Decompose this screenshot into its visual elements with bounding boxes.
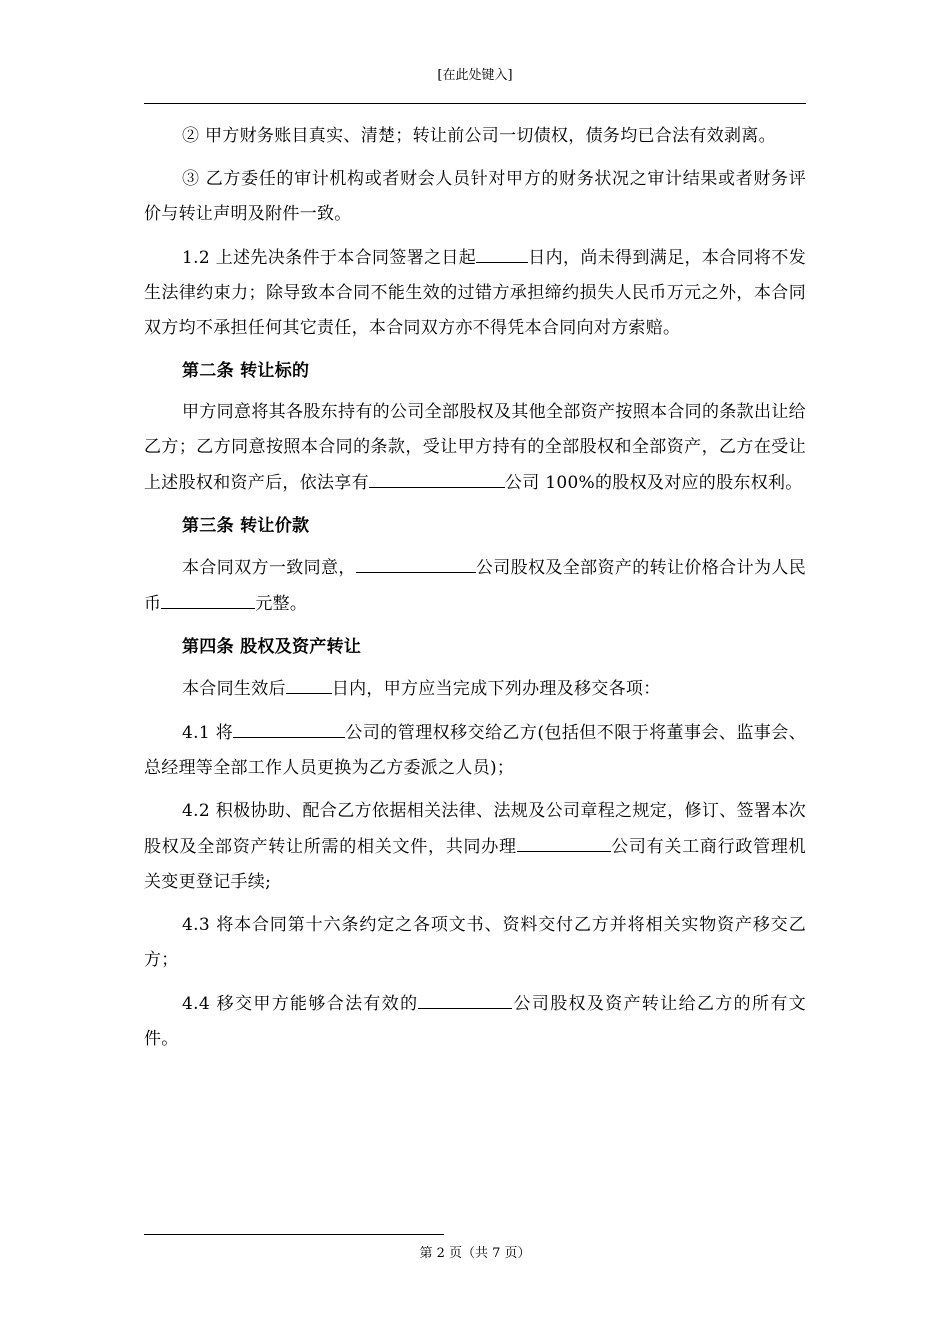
footer-divider — [144, 1234, 444, 1235]
company-name-blank — [517, 829, 611, 852]
paragraph-text: 甲方同意将其各股东持有的公司全部股权及其他全部资产按照本合同的条款出让给乙方；乙方同意按照本合同的条款，受让甲方持有的全部股权和全部资产，乙方在受让上述股权和资产后，依法享有 — [144, 402, 806, 493]
amount-blank — [161, 586, 255, 609]
paragraph-text: 公司有关工商行政管理机关变更登记手续; — [144, 837, 806, 892]
paragraph-text: 日内，甲方应当完成下列办理及移交各项： — [331, 679, 661, 699]
paragraph-text: 公司的管理权移交给乙方(包括但不限于将董事会、监事会、总经理等全部工作人员更换为乙方委派之人员)； — [144, 723, 806, 778]
days-blank — [476, 240, 528, 263]
document-body — [144, 119, 806, 1065]
paragraph-text: 公司股权及资产转让给乙方的所有文件。 — [144, 994, 806, 1049]
paragraph-audit-consistent — [144, 162, 806, 232]
paragraph-text: ② 甲方财务账目真实、清楚；转让前公司一切债权，债务均已合法有效剥离。 — [182, 126, 776, 146]
paragraph-transfer-subject — [144, 395, 806, 501]
paragraph-text: 4.1 将 — [182, 723, 234, 743]
page-header: [在此处键入] — [437, 68, 513, 83]
company-name-blank — [233, 715, 345, 738]
paragraph-clause-1-2 — [144, 240, 806, 346]
paragraph-text: 1.2 上述先决条件于本合同签署之日起 — [182, 248, 477, 268]
days-blank — [286, 671, 332, 694]
heading-article-4: 第四条 股权及资产转让 — [182, 637, 362, 657]
paragraph-clause-4-1 — [144, 715, 806, 786]
paragraph-text: 本合同双方一致同意， — [182, 558, 356, 578]
company-name-blank — [418, 986, 512, 1009]
paragraph-text: 公司 100%的股权及对应的股东权利。 — [504, 473, 803, 493]
company-name-blank — [356, 550, 476, 573]
header-divider — [144, 103, 806, 104]
paragraph-text: 日内，尚未得到满足，本合同将不发生法律约束力；除导致本合同不能生效的过错方承担缔约损失人民币万元之外，本合同双方均不承担任何其它责任，本合同双方亦不得凭本合同向对方索赔。 — [144, 248, 806, 338]
paragraph-text: 4.4 移交甲方能够合法有效的 — [182, 994, 419, 1014]
paragraph-clause-4-4 — [144, 986, 806, 1057]
paragraph-text: 本合同生效后 — [182, 679, 286, 699]
page-number: 第 2 页（共 7 页） — [419, 1246, 531, 1261]
paragraph-text: 元整。 — [255, 594, 308, 614]
paragraph-clause-4-2 — [144, 794, 806, 900]
company-name-blank — [369, 465, 505, 488]
paragraph-text: ③ 乙方委任的审计机构或者财会人员针对甲方的财务状况之审计结果或者财务评价与转让声明及附件一致。 — [144, 169, 806, 224]
paragraph-finance-clear — [144, 119, 806, 154]
paragraph-text: 4.2 积极协助、配合乙方依据相关法律、法规及公司章程之规定，修订、签署本次股权及全部资产转让所需的相关文件，共同办理 — [144, 801, 806, 857]
paragraph-text: 公司股权及全部资产的转让价格合计为人民币 — [144, 558, 807, 614]
paragraph-transfer-price — [144, 550, 806, 622]
paragraph-text: 4.3 将本合同第十六条约定之各项文书、资料交付乙方并将相关实物资产移交乙方； — [144, 915, 806, 970]
paragraph-handover-intro — [144, 671, 806, 707]
heading-article-3: 第三条 转让价款 — [182, 516, 310, 536]
paragraph-clause-4-3 — [144, 908, 806, 978]
heading-article-2: 第二条 转让标的 — [182, 361, 310, 381]
